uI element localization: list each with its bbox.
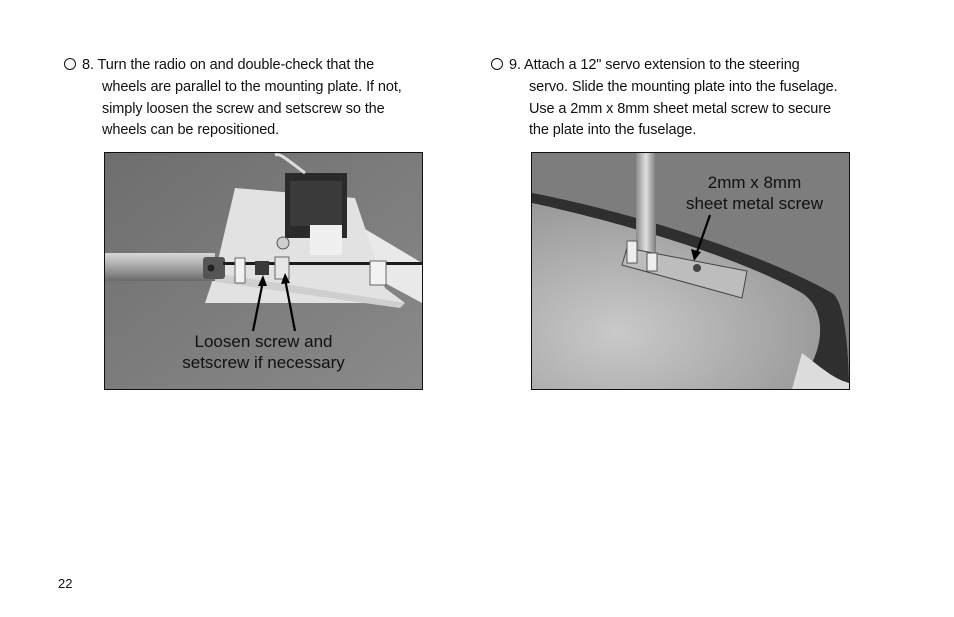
page-number: 22 [58,576,73,591]
step-8-checkbox-icon[interactable] [64,58,76,70]
step-8-photo [104,152,423,390]
step-8-first-line: 8. Turn the radio on and double-check that the [82,57,375,73]
step-9-photo-caption [672,172,837,214]
step-8-caption-line-1: Loosen screw and [194,332,333,351]
step-9-caption-line-1: 2mm x 8mm [707,173,802,192]
step-9-line-3: Use a 2mm x 8mm sheet metal screw to secure [529,100,831,117]
step-8-photo-caption [105,331,422,373]
step-8-line-4: wheels can be repositioned. [102,122,280,139]
step-8-instruction [64,55,444,142]
step-8-line-2: wheels are parallel to the mounting plate. If not, [102,78,402,95]
step-9-caption-line-2: sheet metal screw [686,194,823,213]
step-8-caption-line-2: setscrew if necessary [182,353,345,372]
step-8-line-3: simply loosen the screw and setscrew so the [102,100,385,117]
step-9-photo [531,152,850,390]
step-9-checkbox-icon[interactable] [491,58,503,70]
step-9-first-line: 9. Attach a 12" servo extension to the steering [509,57,800,73]
step-9-line-2: servo. Slide the mounting plate into the fuselage. [529,78,838,95]
step-9-line-4: the plate into the fuselage. [529,122,697,139]
step-9-instruction [491,55,866,142]
